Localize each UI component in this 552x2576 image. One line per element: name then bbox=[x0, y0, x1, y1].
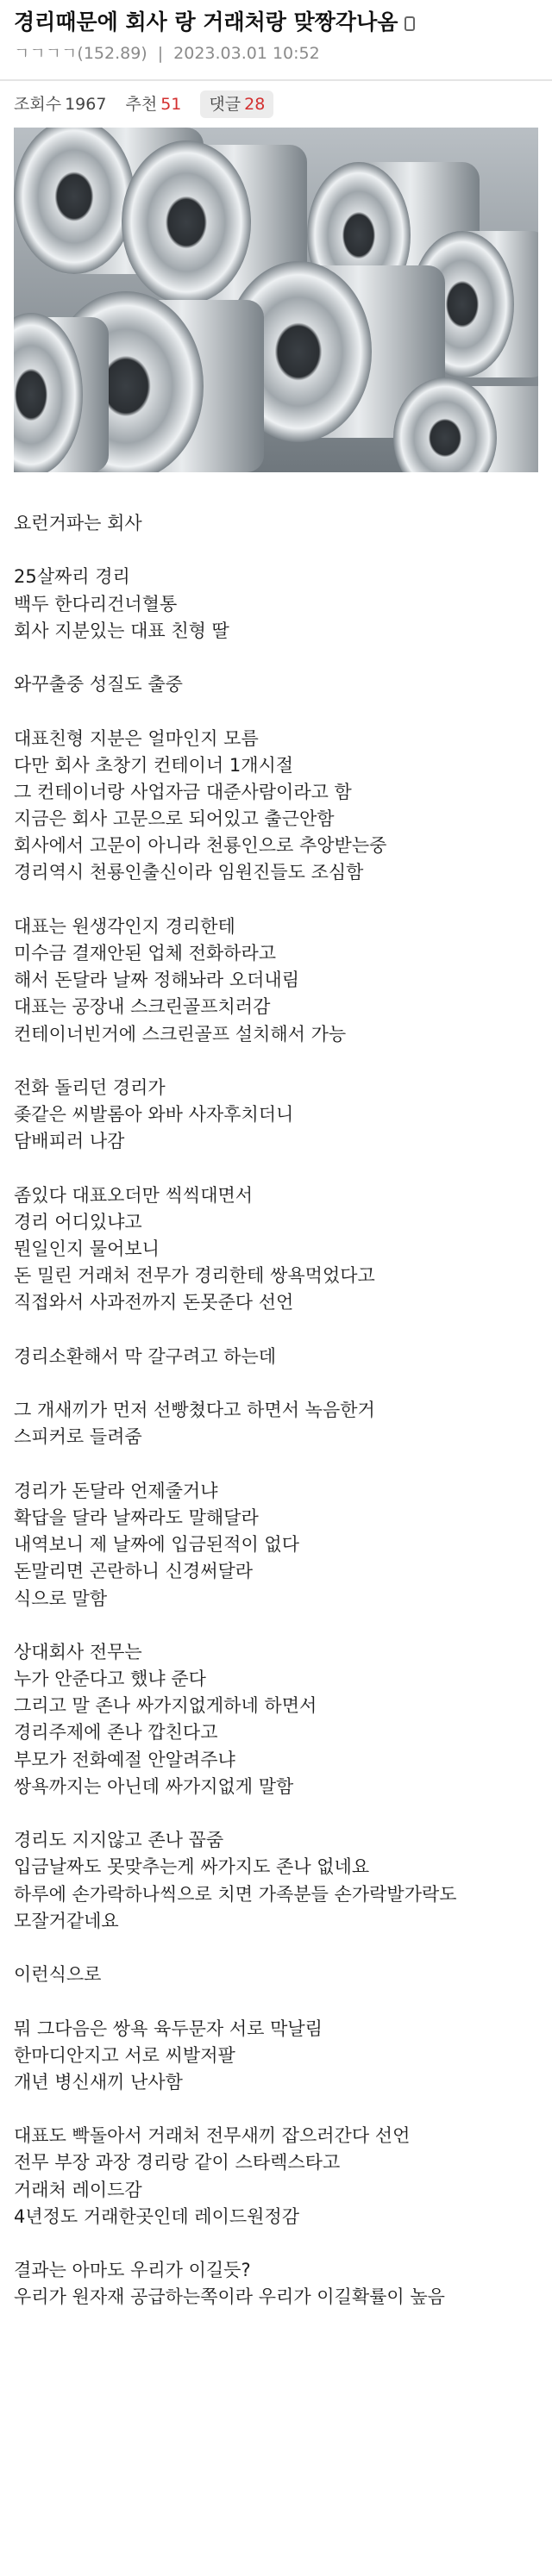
comments-button[interactable] bbox=[200, 90, 273, 118]
body-line: 지금은 회사 고문으로 되어있고 출근안함 bbox=[14, 808, 335, 830]
body-line: 뭔일인지 물어보니 bbox=[14, 1238, 160, 1260]
body-line bbox=[14, 645, 538, 671]
body-line: 식으로 말함 bbox=[14, 1587, 108, 1609]
body-line bbox=[14, 2096, 538, 2123]
body-line: 좆같은 씨발롬아 와바 사자후치더니 bbox=[14, 1104, 294, 1126]
likes-count: 51 bbox=[160, 95, 182, 114]
views-count: 1967 bbox=[65, 95, 107, 114]
post-body bbox=[0, 472, 552, 2311]
body-line: 돈 밀린 거래처 전무가 경리한테 쌍욕먹었다고 bbox=[14, 1265, 375, 1287]
post-datetime: 2023.03.01 10:52 bbox=[173, 44, 320, 63]
body-line: 대표도 빡돌아서 거래처 전무새끼 잡으러간다 선언 bbox=[14, 2125, 411, 2147]
post-header bbox=[0, 0, 552, 65]
body-line: 스피커로 들려줌 bbox=[14, 1426, 142, 1448]
body-line: 다만 회사 초창기 컨테이너 1개시절 bbox=[14, 754, 294, 776]
body-line: 백두 한다리건너혈통 bbox=[14, 593, 178, 614]
views-label: 조회수 bbox=[14, 95, 62, 114]
comments-label: 댓글 bbox=[209, 95, 242, 114]
body-line: 전무 부장 과장 경리랑 같이 스타렉스타고 bbox=[14, 2152, 341, 2174]
body-line bbox=[14, 1048, 538, 1075]
body-line: 입금날짜도 못맞추는게 싸가지도 존나 없네요 bbox=[14, 1856, 370, 1878]
body-line: 회사에서 고문이 아니라 천룡인으로 추앙받는중 bbox=[14, 835, 387, 857]
body-line: 미수금 결재안된 업체 전화하라고 bbox=[14, 943, 277, 964]
body-line: 상대회사 전무는 bbox=[14, 1641, 142, 1662]
body-line: 하루에 손가락하나씩으로 치면 가족분들 손가락발가락도 bbox=[14, 1883, 457, 1905]
body-line: 경리 어디있냐고 bbox=[14, 1211, 142, 1232]
body-line: 확답을 달라 날짜라도 말해달라 bbox=[14, 1506, 259, 1528]
body-line: 회사 지분있는 대표 친형 딸 bbox=[14, 620, 229, 641]
body-line: 전화 돌리던 경리가 bbox=[14, 1076, 166, 1098]
body-line: 한마디안지고 서로 씨발저팔 bbox=[14, 2044, 235, 2066]
body-line bbox=[14, 1317, 538, 1344]
body-line bbox=[14, 1451, 538, 1478]
body-line bbox=[14, 887, 538, 914]
body-line bbox=[14, 1935, 538, 1962]
body-line: 담배피러 나감 bbox=[14, 1131, 125, 1152]
post-title bbox=[14, 7, 538, 38]
body-line: 결과는 아마도 우리가 이길듯? bbox=[14, 2260, 251, 2281]
body-line: 부모가 전화예절 안알려주냐 bbox=[14, 1749, 235, 1770]
post-meta bbox=[14, 41, 538, 65]
body-line: 뭐 그다음은 쌍욕 육두문자 서로 막날림 bbox=[14, 2018, 323, 2039]
mobile-icon bbox=[405, 16, 415, 31]
author-name[interactable]: ㄱㄱㄱㄱ(152.89) bbox=[14, 44, 147, 63]
body-line: 이런식으로 bbox=[14, 1964, 102, 1986]
body-line: 우리가 원자재 공급하는쪽이라 우리가 이길확률이 높음 bbox=[14, 2286, 445, 2308]
body-line bbox=[14, 698, 538, 725]
body-line: 대표친형 지분은 얼마인지 모름 bbox=[14, 727, 259, 749]
body-line: 거래처 레이드감 bbox=[14, 2179, 142, 2200]
body-line: 그 개새끼가 먼저 선빵쳤다고 하면서 녹음한거 bbox=[14, 1400, 375, 1421]
comments-count: 28 bbox=[244, 95, 266, 114]
body-line: 요런거파는 회사 bbox=[14, 513, 142, 533]
body-line bbox=[14, 1800, 538, 1827]
body-line bbox=[14, 1988, 538, 2015]
steel-coils-photo bbox=[14, 128, 538, 472]
body-line: 컨테이너빈거에 스크린골프 설치해서 가능 bbox=[14, 1023, 347, 1045]
body-line: 개년 병신새끼 난사함 bbox=[14, 2071, 183, 2093]
body-line: 경리소환해서 막 갈구려고 하는데 bbox=[14, 1345, 277, 1367]
body-line: 경리가 돈달라 언제줄거냐 bbox=[14, 1480, 218, 1501]
body-line: 25살짜리 경리 bbox=[14, 566, 130, 588]
body-line: 좀있다 대표오더만 씩씩대면서 bbox=[14, 1184, 254, 1206]
likes-label: 추천 bbox=[125, 95, 158, 114]
body-line: 경리역시 천룡인출신이라 임원진들도 조심함 bbox=[14, 862, 364, 883]
body-line bbox=[14, 537, 538, 564]
body-line: 누가 안준다고 했냐 준다 bbox=[14, 1668, 206, 1690]
body-line bbox=[14, 1370, 538, 1397]
body-line: 대표는 공장내 스크린골프치러감 bbox=[14, 996, 271, 1018]
body-line: 모잘거같네요 bbox=[14, 1910, 119, 1931]
steel-coils-image bbox=[14, 128, 538, 472]
body-line: 와꾸출중 성질도 출중 bbox=[14, 674, 183, 695]
body-line: 돈말리면 곤란하니 신경써달라 bbox=[14, 1561, 254, 1582]
body-line bbox=[14, 1156, 538, 1182]
body-line: 경리도 지지않고 존나 꼽줌 bbox=[14, 1830, 224, 1851]
body-line bbox=[14, 1612, 538, 1639]
body-line: 대표는 원생각인지 경리한테 bbox=[14, 915, 235, 937]
body-line: 그 컨테이너랑 사업자금 대준사람이라고 함 bbox=[14, 781, 352, 802]
likes-stat bbox=[125, 95, 181, 114]
post-title-text: 경리때문에 회사 랑 거래처랑 맞짱각나옴 bbox=[14, 9, 398, 34]
body-line: 경리주제에 존나 깝친다고 bbox=[14, 1722, 218, 1743]
meta-separator: | bbox=[157, 44, 164, 63]
body-line bbox=[14, 2230, 538, 2257]
post-stats bbox=[0, 90, 552, 119]
views-stat bbox=[14, 95, 106, 114]
body-line: 쌍욕까지는 아닌데 싸가지없게 말함 bbox=[14, 1775, 294, 1797]
body-line: 직접와서 사과전까지 돈못준다 선언 bbox=[14, 1292, 294, 1313]
body-line: 내역보니 제 날짜에 입금된적이 없다 bbox=[14, 1534, 299, 1556]
body-line: 해서 돈달라 날짜 정해놔라 오더내림 bbox=[14, 970, 299, 991]
body-line: 그리고 말 존나 싸가지없게하네 하면서 bbox=[14, 1695, 317, 1717]
body-line: 4년정도 거래한곳인데 레이드원정감 bbox=[14, 2205, 300, 2227]
header-divider bbox=[0, 79, 552, 81]
